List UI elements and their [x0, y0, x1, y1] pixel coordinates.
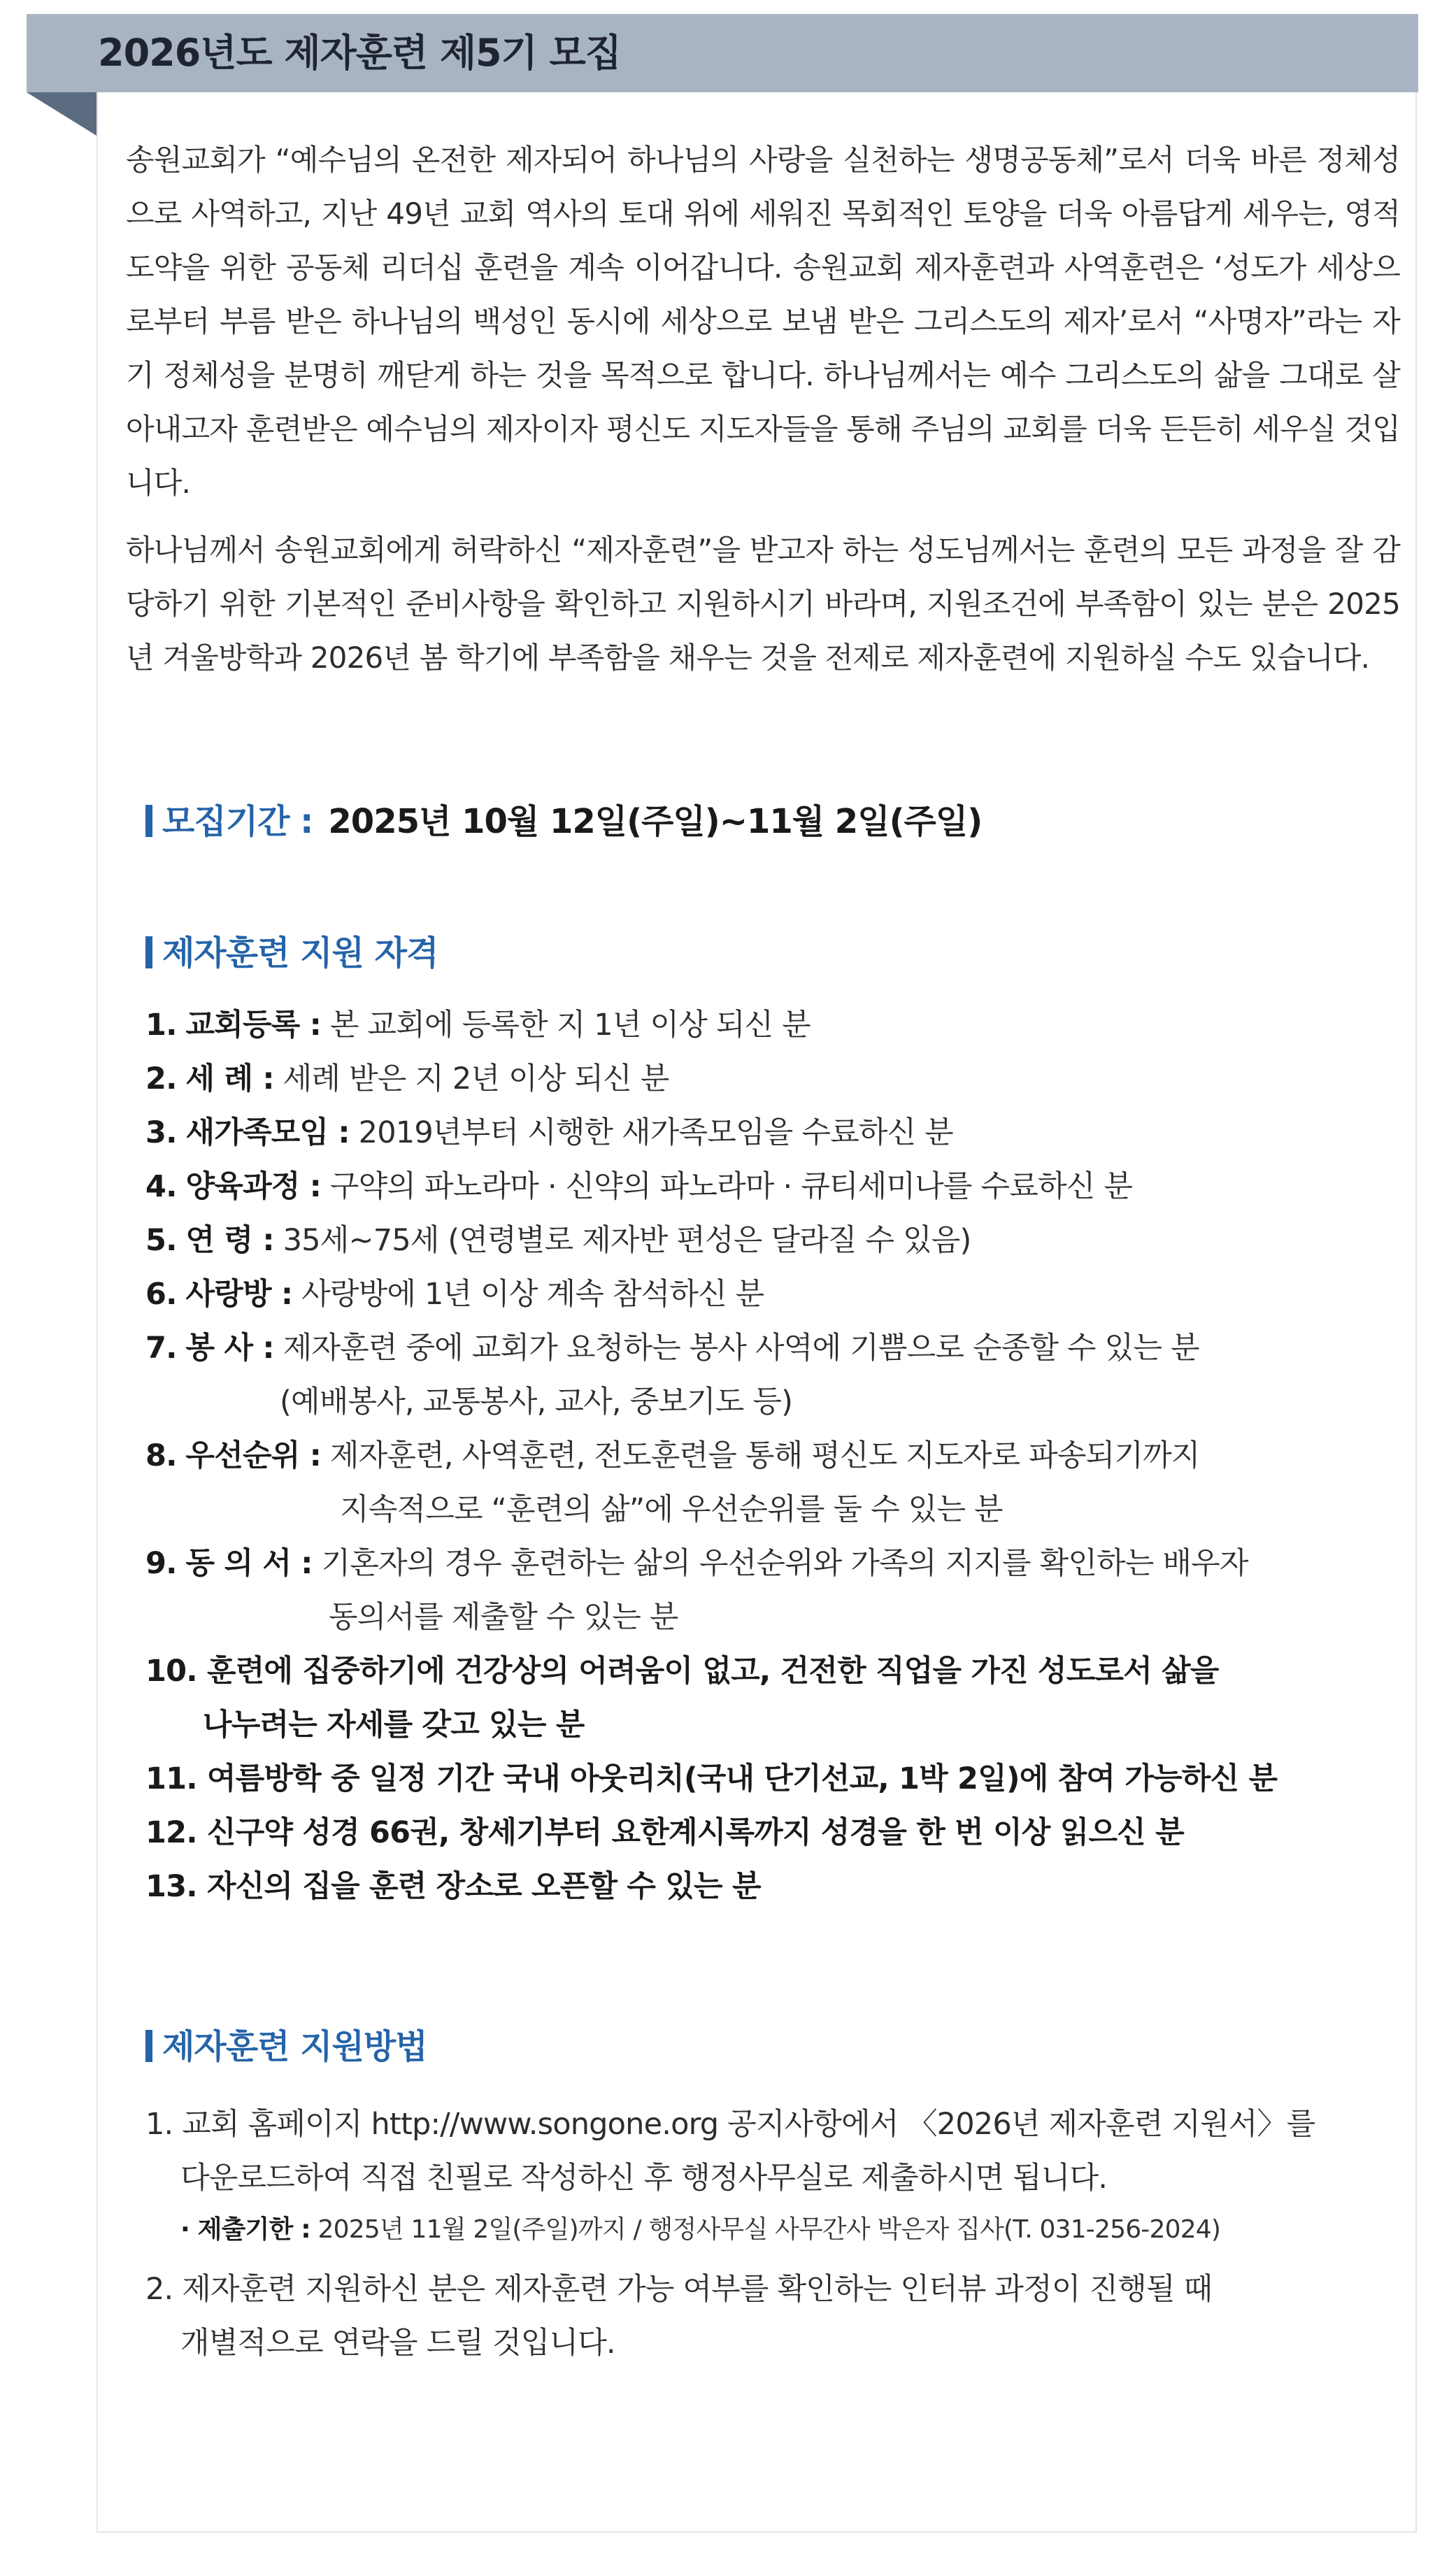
- qualification-item: [145, 1160, 1418, 1214]
- item-number: 10.: [145, 1654, 197, 1689]
- qualifications-title: 제자훈련 지원 자격: [162, 933, 438, 973]
- item-continuation: (예배봉사, 교통봉사, 교사, 중보기도 등): [280, 1384, 793, 1419]
- method-item-1-line-2: 다운로드하여 직접 친필로 작성하신 후 행정사무실로 제출하시면 됩니다.: [180, 2161, 1108, 2196]
- page-title: 2026년도 제자훈련 제5기 모집: [98, 31, 621, 75]
- item-term: 사랑방 :: [185, 1277, 293, 1312]
- item-continuation: 동의서를 제출할 수 있는 분: [329, 1600, 678, 1635]
- method-title: 제자훈련 지원방법: [162, 2027, 427, 2066]
- deadline-text: 2025년 11월 2일(주일)까지 / 행정사무실 사무간사 박은자 집사(T. 031-256-2024): [310, 2215, 1221, 2244]
- item-text: 기혼자의 경우 훈련하는 삶의 우선순위와 가족의 지지를 확인하는 배우자: [312, 1546, 1248, 1581]
- intro-paragraph-1: [126, 133, 1400, 510]
- method-item-2: [145, 2263, 1418, 2370]
- item-number: 11.: [145, 1761, 197, 1796]
- method-item-2-line-2: 개별적으로 연락을 드릴 것입니다.: [180, 2326, 615, 2361]
- item-text: 제자훈련, 사역훈련, 전도훈련을 통해 평신도 지도자로 파송되기까지: [321, 1438, 1200, 1473]
- deadline-label: · 제출기한 :: [180, 2215, 310, 2244]
- item-text: 신구약 성경 66권, 창세기부터 요한계시록까지 성경을 한 번 이상 읽으신 분: [206, 1815, 1184, 1850]
- item-text: 훈련에 집중하기에 건강상의 어려움이 없고, 건전한 직업을 가진 성도로서 삶을: [206, 1654, 1219, 1689]
- item-number: 5.: [145, 1223, 177, 1258]
- qualification-item: [145, 1214, 1418, 1268]
- item-continuation: 나누려는 자세를 갖고 있는 분: [203, 1708, 585, 1743]
- qualification-item: [145, 1645, 1418, 1752]
- period-value: 2025년 10월 12일(주일)~11월 2일(주일): [328, 802, 983, 841]
- qualification-item: [145, 1860, 1418, 1914]
- method-heading: [145, 2019, 427, 2068]
- item-text: 사랑방에 1년 이상 계속 참석하신 분: [292, 1277, 764, 1312]
- qualifications-heading: [145, 926, 438, 974]
- qualification-item: [145, 1052, 1418, 1106]
- item-text: 여름방학 중 일정 기간 국내 아웃리치(국내 단기선교, 1박 2일)에 참여 가능하신 분: [206, 1761, 1278, 1796]
- item-term: 새가족모임 :: [185, 1115, 350, 1150]
- item-term: 양육과정 :: [185, 1169, 322, 1204]
- submission-deadline: [145, 2205, 1418, 2254]
- item-number: 1.: [145, 1008, 177, 1043]
- item-term: 우선순위 :: [185, 1438, 322, 1473]
- qualification-item: [145, 1268, 1418, 1322]
- item-term: 동 의 서 :: [185, 1546, 313, 1581]
- header-fold-decoration: [27, 92, 97, 136]
- method-list: [145, 2098, 1418, 2370]
- item-number: 3.: [145, 1115, 177, 1150]
- qualifications-list: [145, 999, 1418, 1914]
- item-text: 구약의 파노라마 · 신약의 파노라마 · 큐티세미나를 수료하신 분: [321, 1169, 1133, 1204]
- item-number: 4.: [145, 1169, 177, 1204]
- item-term: 세 례 :: [185, 1061, 274, 1096]
- intro-text-1: 송원교회가 “예수님의 온전한 제자되어 하나님의 사랑을 실천하는 생명공동체”로서 더욱 바른 정체성으로 사역하고, 지난 49년 교회 역사의 토대 위에 세워진 목회적인 토양을 더욱 아름답게 세우는, 영적도약을 위한 공동체 리더십 훈련을 계속 이어갑니다. 송원교회 제자훈련과 사역훈련은 ‘성도가 세상으로부터 부름 받은 하나님의 백성인 동시에 세상으로 보냄 받은 그리스도의 제자’로서 “사명자”라는 자기 정체성을 분명히 깨닫게 하는 것을 목적으로 합니다. 하나님께서는 예수 그리스도의 삶을 그대로 살아내고자 훈련받은 예수님의 제자이자 평신도 지도자들을 통해 주님의 교회를 더욱 든든히 세우실 것입니다.: [126, 143, 1400, 500]
- item-number: 8.: [145, 1438, 177, 1473]
- item-continuation: 지속적으로 “훈련의 삶”에 우선순위를 둘 수 있는 분: [340, 1492, 1003, 1527]
- item-text: 자신의 집을 훈련 장소로 오픈할 수 있는 분: [206, 1869, 761, 1904]
- item-text: 세례 받은 지 2년 이상 되신 분: [273, 1061, 669, 1096]
- item-term: 교회등록 :: [185, 1008, 322, 1043]
- item-text: 본 교회에 등록한 지 1년 이상 되신 분: [321, 1008, 811, 1043]
- method-item-2-line-1: 2. 제자훈련 지원하신 분은 제자훈련 가능 여부를 확인하는 인터뷰 과정이 진행될 때: [145, 2272, 1213, 2307]
- item-number: 9.: [145, 1546, 177, 1581]
- qualification-item: [145, 1752, 1418, 1806]
- item-text: 제자훈련 중에 교회가 요청하는 봉사 사역에 기쁨으로 순종할 수 있는 분: [273, 1331, 1199, 1366]
- section-marker: [145, 2030, 152, 2062]
- item-number: 13.: [145, 1869, 197, 1904]
- qualification-item: [145, 1106, 1418, 1160]
- item-text: 2019년부터 시행한 새가족모임을 수료하신 분: [349, 1115, 953, 1150]
- intro-text-2: 하나님께서 송원교회에게 허락하신 “제자훈련”을 받고자 하는 성도님께서는 훈련의 모든 과정을 잘 감당하기 위한 기본적인 준비사항을 확인하고 지원하시기 바라며, 지원조건에 부족함이 있는 분은 2025년 겨울방학과 2026년 봄 학기에 부족함을 채우는 것을 전제로 제자훈련에 지원하실 수도 있습니다.: [126, 533, 1400, 675]
- item-number: 7.: [145, 1331, 177, 1366]
- item-number: 2.: [145, 1061, 177, 1096]
- qualification-item: [145, 1429, 1418, 1537]
- item-number: 6.: [145, 1277, 177, 1312]
- item-term: 연 령 :: [185, 1223, 274, 1258]
- item-number: 12.: [145, 1815, 197, 1850]
- qualification-item: [145, 1322, 1418, 1429]
- qualification-item: [145, 1537, 1418, 1645]
- method-item-1: [145, 2098, 1418, 2254]
- section-marker: [145, 805, 152, 837]
- qualification-item: [145, 999, 1418, 1052]
- recruitment-period: [145, 794, 982, 843]
- period-label: 모집기간 :: [162, 802, 313, 841]
- qualification-item: [145, 1806, 1418, 1860]
- method-item-1-line-1: 1. 교회 홈페이지 http://www.songone.org 공지사항에서 〈2026년 제자훈련 지원서〉를: [145, 2107, 1315, 2142]
- item-text: 35세~75세 (연령별로 제자반 편성은 달라질 수 있음): [273, 1223, 971, 1258]
- item-term: 봉 사 :: [185, 1331, 274, 1366]
- intro-paragraph-2: [126, 523, 1400, 685]
- section-marker: [145, 936, 152, 968]
